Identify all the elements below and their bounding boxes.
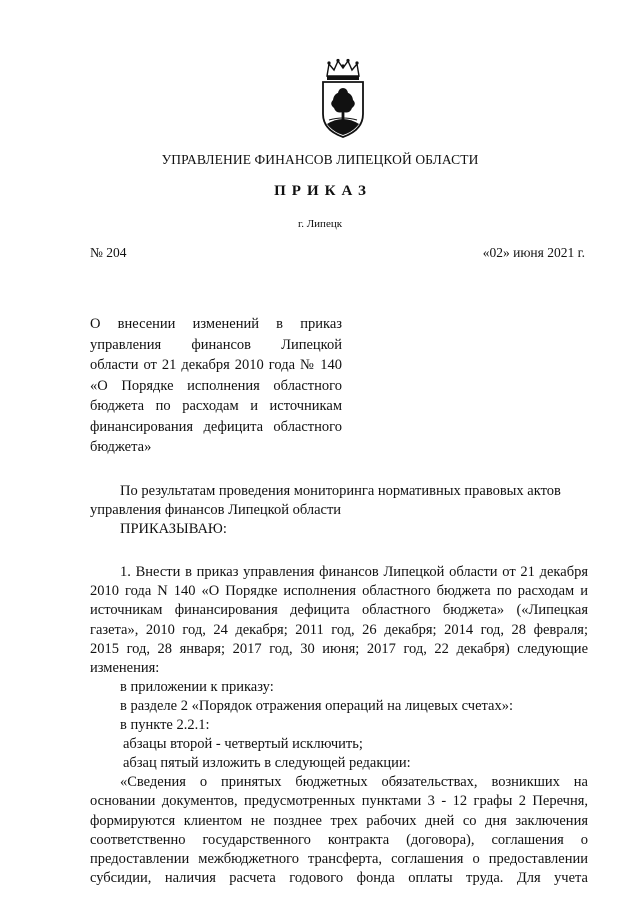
order-body (90, 482, 588, 888)
quote-line: «Сведения о принятых бюджетных обязательствах, возникших на (120, 774, 588, 791)
order-date: «02» июня 2021 г. (482, 245, 585, 260)
item-line: 1. Внести в приказ управления финансов Липецкой области от 21 декабря (120, 564, 588, 581)
list-line: в пункте 2.2.1: (120, 717, 210, 734)
quote-line: соответственно государственного контракта (договора), соглашения о (90, 831, 588, 848)
subject-line: бюджета» (90, 439, 152, 455)
city-label: г. Липецк (297, 218, 343, 230)
subject-line: области от 21 декабря 2010 года № 140 (90, 357, 342, 373)
item-line: газета», 2010 год, 24 декабря; 2011 год, 26 декабря; 2014 год, 28 февраля; (90, 621, 588, 638)
document-type-title: ПРИКАЗ (274, 183, 372, 199)
subject-line: финансирования дефицита областного (90, 418, 342, 435)
item-line: изменения: (90, 659, 160, 676)
preamble-line: управления финансов Липецкой области (90, 502, 342, 519)
order-directive: ПРИКАЗЫВАЮ: (120, 521, 227, 538)
preamble-line: По результатам проведения мониторинга нормативных правовых актов (120, 483, 561, 499)
organization-name: УПРАВЛЕНИЕ ФИНАНСОВ ЛИПЕЦКОЙ ОБЛАСТИ (161, 152, 479, 167)
order-number: № 204 (90, 245, 127, 260)
list-line: абзац пятый изложить в следующей редакции: (123, 755, 411, 772)
quote-line: предоставлении межбюджетного трансферта, соглашения о предоставлении (90, 850, 588, 867)
quote-line: субсидии, наличия расчета годового фонда оплаты труда. Для учета (90, 869, 588, 886)
subject-line: бюджета по расходам и источникам (90, 398, 342, 414)
order-subject (90, 314, 342, 458)
subject-line: управления финансов Липецкой (90, 336, 342, 353)
list-line: в приложении к приказу: (120, 678, 274, 695)
subject-line: О внесении изменений в приказ (90, 316, 342, 332)
list-line: абзацы второй - четвертый исключить; (123, 736, 363, 753)
item-line: 2015 год, 28 января; 2017 год, 30 июня; 2017 год, 22 декабря) следующие (90, 640, 588, 657)
list-line: в разделе 2 «Порядок отражения операций на лицевых счетах»: (120, 697, 513, 714)
quote-line: формируются клиентом не позднее трех рабочих дней со дня заключения (90, 812, 588, 829)
item-line: 2010 года N 140 «О Порядке исполнения областного бюджета по расходам и (90, 583, 588, 600)
subject-line: «О Порядке исполнения областного (90, 377, 342, 394)
quote-line: основании документов, предусмотренных пунктами 3 - 12 графы 2 Перечня, (90, 793, 588, 810)
item-line: источникам финансирования дефицита областного бюджета» («Липецкая (90, 602, 588, 619)
coat-of-arms-icon (317, 58, 369, 140)
